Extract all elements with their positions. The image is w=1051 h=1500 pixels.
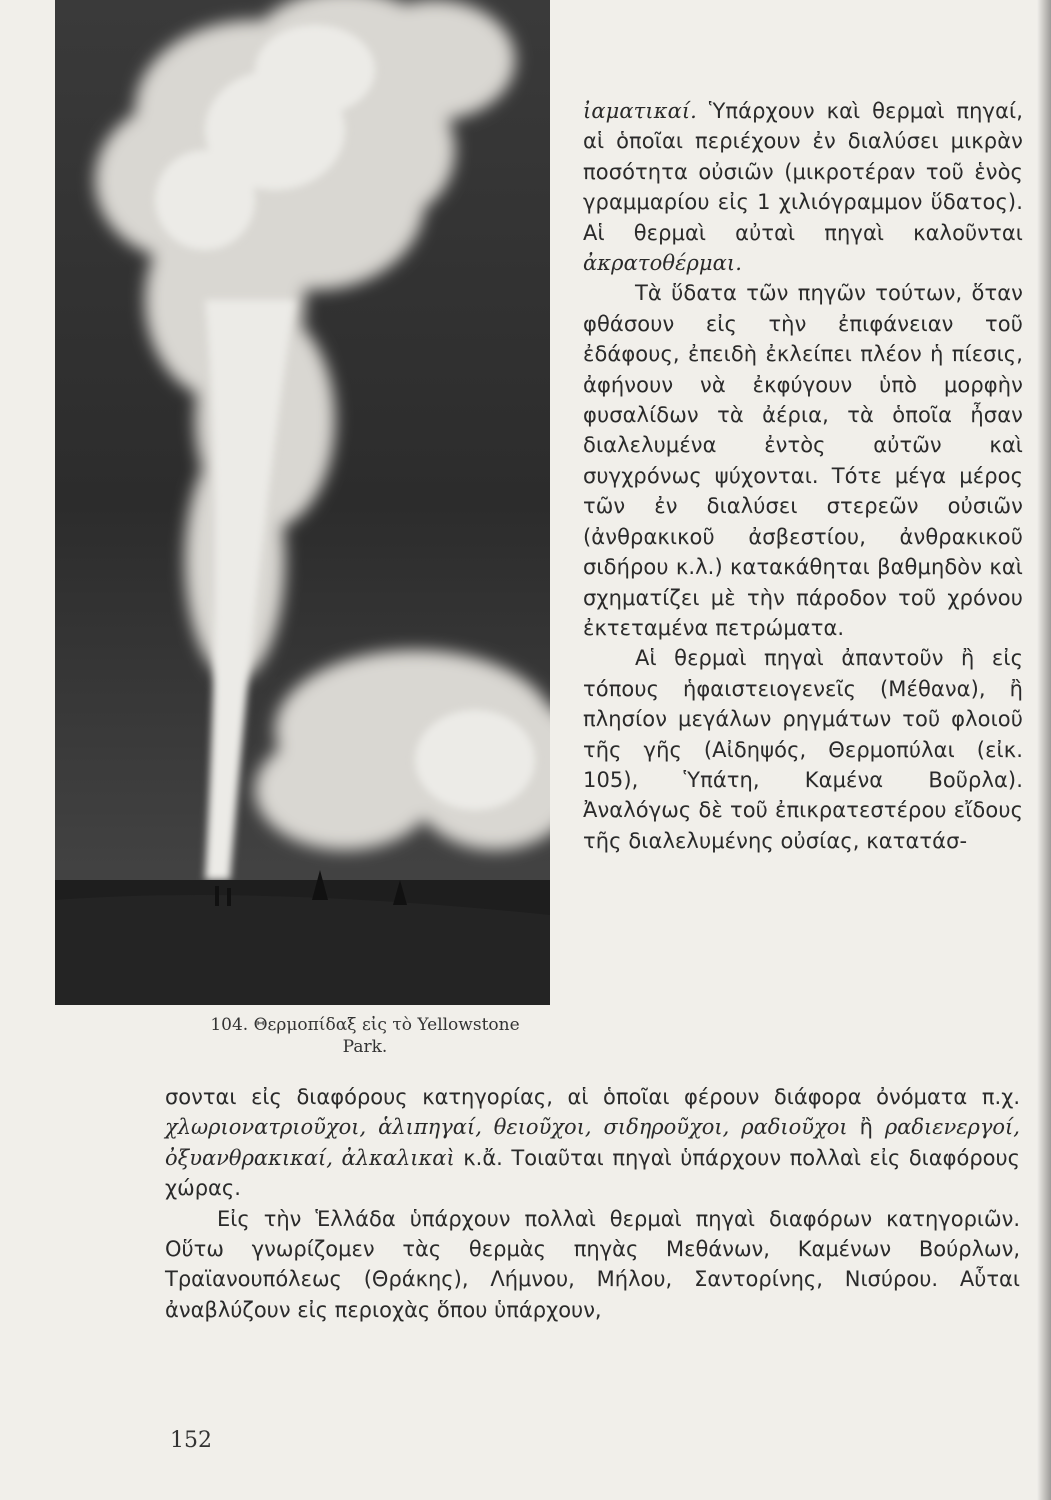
paragraph-greece: Εἰς τὴν Ἑλλάδα ὑπάρχουν πολλαὶ θερμαὶ πηγαὶ διαφόρων κατηγοριῶν. Οὕτω γνωρίζομεν τὰς θερμὰς πηγὰς Μεθάνων, Καμένων Βούρλων, Τραϊανουπόλεως (Θράκης), Λήμνου, Μήλου, Σαντορίνης, Νισύρου. Αὗται ἀναβλύζουν εἰς περιοχὰς ὅπου ὑπάρχουν, <box>165 1206 1020 1322</box>
figure-caption <box>165 1014 565 1058</box>
italic-spring-types-1: χλωριονατριοῦχοι, ἁλιπηγαί, θειοῦχοι, σιδηροῦχοι, ραδιοῦχοι <box>165 1115 848 1140</box>
italic-spring-types-2: ραδιενεργοί, ὀξυανθρακικαί, ἀλκαλικαὶ <box>165 1115 1020 1170</box>
geyser-photo <box>55 0 550 1005</box>
caption-line-2: Park. <box>342 1037 388 1057</box>
continuation-or: ἢ <box>847 1115 873 1140</box>
continuation-line-1: σονται εἰς διαφόρους κατηγορίας, αἱ ὁποῖαι φέρουν διάφορα ὀνόματα <box>165 1085 968 1109</box>
paragraph-1 <box>583 96 1023 278</box>
paragraph-2: Τὰ ὕδατα τῶν πηγῶν τούτων, ὅταν φθάσουν εἰς τὴν ἐπιφάνειαν τοῦ ἐδάφους, ἐπειδὴ ἐκλείπει πλέον ἡ πίεσις, ἀφήνουν νὰ ἐκφύγουν ὑπὸ μορφὴν φυσαλίδων τὰ ἀέρια, τὰ ὁποῖα ἦσαν διαλελυμένα ἐντὸς αὐτῶν καὶ συγχρόνως ψύχονται. Τότε μέγα μέρος τῶν ἐν διαλύσει στερεῶν οὐσιῶν (ἀνθρακικοῦ ἀσβεστίου, ἀνθρακικοῦ σιδήρου κ.λ.) κατακάθηται βαθμηδὸν καὶ σχηματίζει μὲ τὴν πάροδον τοῦ χρόνου ἐκτεταμένα πετρώματα. <box>583 281 1023 640</box>
full-width-text <box>165 1082 1020 1325</box>
caption-line-1: 104. Θερμοπίδαξ εἰς τὸ Yellowstone <box>210 1015 520 1035</box>
italic-term-iamatikai: ἰαματικαί. <box>583 99 697 123</box>
paragraph-continuation <box>165 1082 1020 1204</box>
right-column-text <box>583 96 1023 856</box>
continuation-pre: π.χ. <box>981 1085 1020 1109</box>
page-edge-shadow <box>1037 0 1051 1500</box>
italic-term-akratothermai: ἀκρατοθέρμαι. <box>583 251 743 276</box>
paragraph-3: Αἱ θερμαὶ πηγαὶ ἀπαντοῦν ἢ εἰς τόπους ἡφαιστειογενεῖς (Μέθανα), ἢ πλησίον μεγάλων ρηγμάτων τοῦ φλοιοῦ τῆς γῆς (Αἰδηψός, Θερμοπύλαι (εἰκ. 105), Ὑπάτη, Καμένα Βοῦρλα). Ἀναλόγως δὲ τοῦ ἐπικρατεστέρου εἴδους τῆς διαλελυμένης οὐσίας, κατατάσ- <box>583 646 1023 853</box>
continuation-end: κ.ἄ. Τοιαῦται πηγαὶ ὑπάρχουν πολλαὶ εἰς διαφόρους χώρας. <box>165 1145 1020 1201</box>
page-number: 152 <box>170 1428 212 1453</box>
paragraph-1-body: Ὑπάρχουν καὶ θερμαὶ πηγαί, αἱ ὁποῖαι περιέχουν ἐν διαλύσει μικρὰν ποσότητα οὐσιῶν (μικροτέραν τοῦ ἑνὸς γραμμαρίου εἰς 1 χιλιόγραμμον ὕδατος). Αἱ θερμαὶ αὐταὶ πηγαὶ καλοῦνται <box>583 99 1023 245</box>
